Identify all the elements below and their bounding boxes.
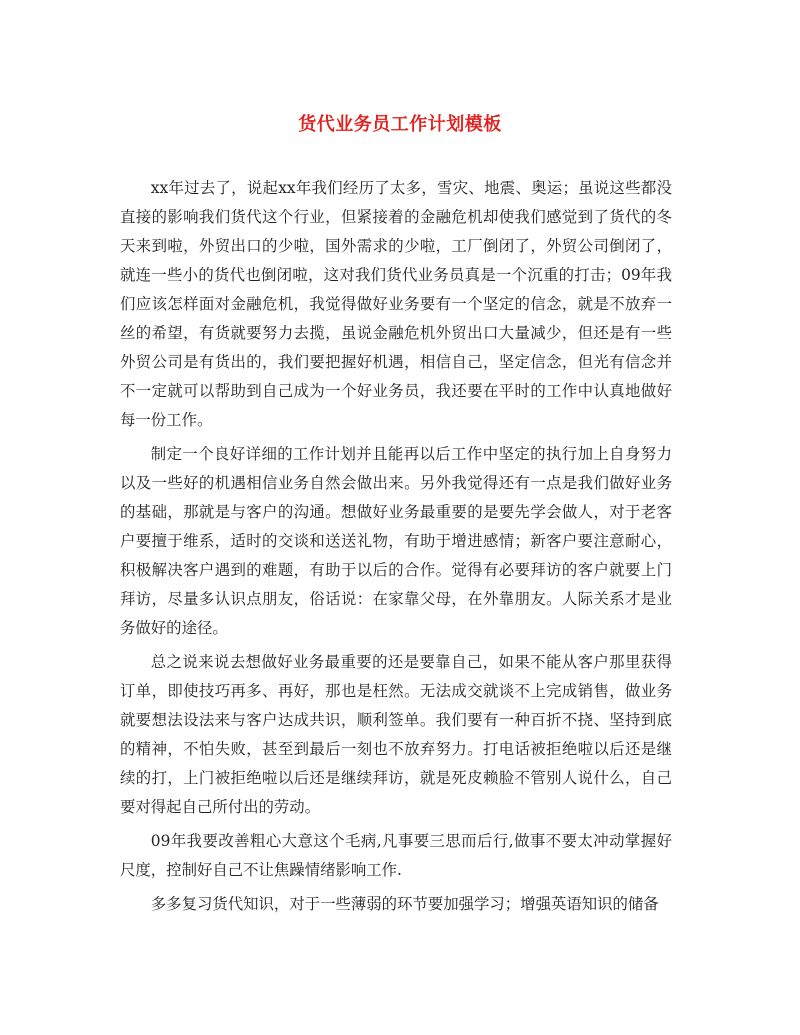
document-title: 货代业务员工作计划模板 bbox=[298, 114, 502, 135]
paragraph-3: 总之说来说去想做好业务最重要的还是要靠自己，如果不能从客户那里获得订单，即使技巧再多、再好，那也是枉然。无法成交就谈不上完成销售，做业务就要想法设法来与客户达成共识，顺利签单。我们要有一种百折不挠、坚持到底的精神，不怕失败，甚至到最后一刻也不放弃努力。打电话被拒绝啦以后还是继续的打，上门被拒绝啦以后还是继续拜访，就是死皮赖脸不管别人说什么，自己要对得起自己所付出的劳动。 bbox=[120, 653, 672, 816]
paragraph-1: xx年过去了，说起xx年我们经历了太多，雪灾、地震、奥运；虽说这些都没直接的影响我们货代这个行业，但紧接着的金融危机却使我们感觉到了货代的冬天来到啦，外贸出口的少啦，国外需求的少啦，工厂倒闭了，外贸公司倒闭了，就连一些小的货代也倒闭啦，这对我们货代业务员真是一个沉重的打击；09年我们应该怎样面对金融危机，我觉得做好业务要有一个坚定的信念，就是不放弃一丝的希望，有货就要努力去揽，虽说金融危机外贸出口大量减少，但还是有一些外贸公司是有货出的，我们要把握好机遇，相信自己，坚定信念，但光有信念并不一定就可以帮助到自己成为一个好业务员，我还要在平时的工作中认真地做好每一份工作。 bbox=[120, 179, 672, 429]
paragraph-2: 制定一个良好详细的工作计划并且能再以后工作中坚定的执行加上自身努力以及一些好的机遇相信业务自然会做出来。另外我觉得还有一点是我们做好业务的基础，那就是与客户的沟通。想做好业务最重要的是要先学会做人，对于老客户要擅于维系，适时的交谈和送送礼物，有助于增进感情；新客户要注意耐心，积极解决客户遇到的难题，有助于以后的合作。觉得有必要拜访的客户就要上门拜访，尽量多认识点朋友，俗话说：在家靠父母，在外靠朋友。人际关系才是业务做好的途径。 bbox=[120, 445, 672, 637]
document-body bbox=[120, 174, 672, 924]
paragraph-5: 多多复习货代知识，对于一些薄弱的环节要加强学习；增强英语知识的储备 bbox=[150, 895, 659, 913]
paragraph-4: 09年我要改善粗心大意这个毛病,凡事要三思而后行,做事不要太冲动掌握好尺度，控制好自己不让焦躁情绪影响工作. bbox=[120, 832, 672, 879]
